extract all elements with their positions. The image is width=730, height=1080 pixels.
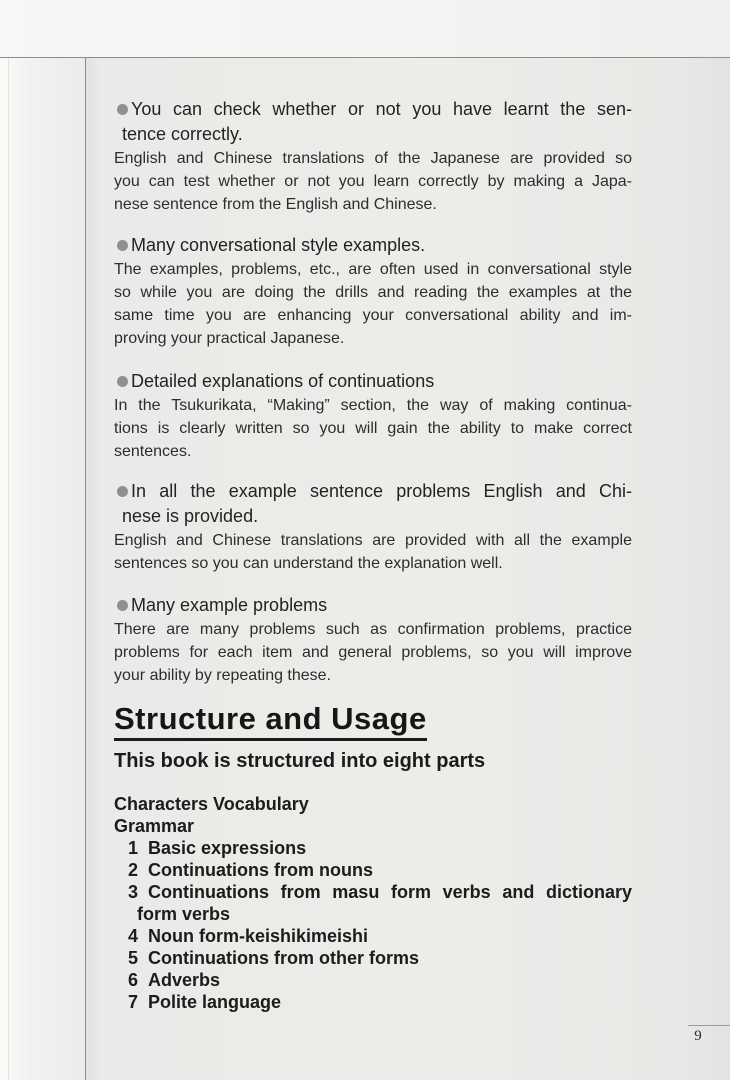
numbered-item-polite-language	[114, 991, 632, 1013]
item-number: 5	[128, 948, 139, 968]
item-number: 3	[128, 882, 139, 902]
numbered-item-continuations-masu	[114, 881, 632, 925]
list-item-characters-vocabulary: Characters Vocabulary	[114, 794, 309, 814]
margin-rule	[85, 58, 86, 1080]
numbered-item-continuations-nouns	[114, 859, 632, 881]
page-content	[114, 97, 632, 1013]
numbered-item-continuations-other	[114, 947, 632, 969]
feature-body: The examples, problems, etc., are often used in conversational style so while you are doing the drills and reading the examples at the same time you are enhancing your conversational ability and im- proving your practical Japanese.	[114, 261, 632, 347]
item-number: 6	[128, 970, 139, 990]
bullet-icon	[117, 376, 128, 387]
feature-heading: You can check whether or not you have learnt the sen- tence correctly.	[122, 99, 632, 144]
item-label: Noun form-keishikimeishi	[148, 926, 369, 946]
left-margin-band	[0, 58, 85, 1080]
item-label: Polite language	[148, 992, 282, 1012]
feature-body: There are many problems such as confirmation problems, practice problems for each item and general problems, so you will improve your ability by repeating these.	[114, 621, 632, 684]
feature-body: In the Tsukurikata, “Making” section, the way of making continua- tions is clearly written so you will gain the ability to make correct sentences.	[114, 397, 632, 460]
item-number: 7	[128, 992, 139, 1012]
feature-section-detailed-explanations	[114, 369, 632, 463]
bullet-icon	[117, 600, 128, 611]
feature-section-check-sentence	[114, 97, 632, 216]
item-label: Adverbs	[148, 970, 221, 990]
item-label: Continuations from other forms	[148, 948, 419, 968]
numbered-item-adverbs	[114, 969, 632, 991]
item-number: 4	[128, 926, 139, 946]
feature-section-english-chinese	[114, 479, 632, 575]
feature-body: English and Chinese translations are provided with all the example sentences so you can understand the explanation well.	[114, 532, 632, 572]
item-number: 1	[128, 838, 139, 858]
feature-heading: In all the example sentence problems English and Chi- nese is provided.	[122, 481, 632, 526]
top-margin-band	[0, 0, 730, 57]
scan-streak	[8, 58, 9, 1080]
structure-list	[114, 793, 632, 1013]
section-title: Structure and Usage	[114, 702, 427, 741]
feature-heading: Many example problems	[131, 595, 328, 615]
bullet-icon	[117, 104, 128, 115]
feature-heading: Many conversational style examples.	[131, 235, 426, 255]
feature-body: English and Chinese translations of the Japanese are provided so you can test whether or not you learn correctly by making a Japa- nese sentence from the English and Chinese.	[114, 150, 632, 213]
numbered-item-noun-form	[114, 925, 632, 947]
item-label: Continuations from nouns	[148, 860, 373, 880]
item-label: Continuations from masu form verbs and dictionary form verbs	[137, 882, 632, 924]
page-number-rule	[688, 1025, 730, 1026]
item-label: Basic expressions	[148, 838, 307, 858]
feature-section-example-problems	[114, 593, 632, 687]
list-item-grammar: Grammar	[114, 816, 195, 836]
bullet-icon	[117, 486, 128, 497]
section-subtitle: This book is structured into eight parts	[114, 750, 486, 772]
numbered-item-basic-expressions	[114, 837, 632, 859]
item-number: 2	[128, 860, 139, 880]
page-number: 9	[694, 1028, 702, 1044]
feature-heading: Detailed explanations of continuations	[131, 371, 435, 391]
bullet-icon	[117, 240, 128, 251]
feature-section-conversational-examples	[114, 233, 632, 350]
